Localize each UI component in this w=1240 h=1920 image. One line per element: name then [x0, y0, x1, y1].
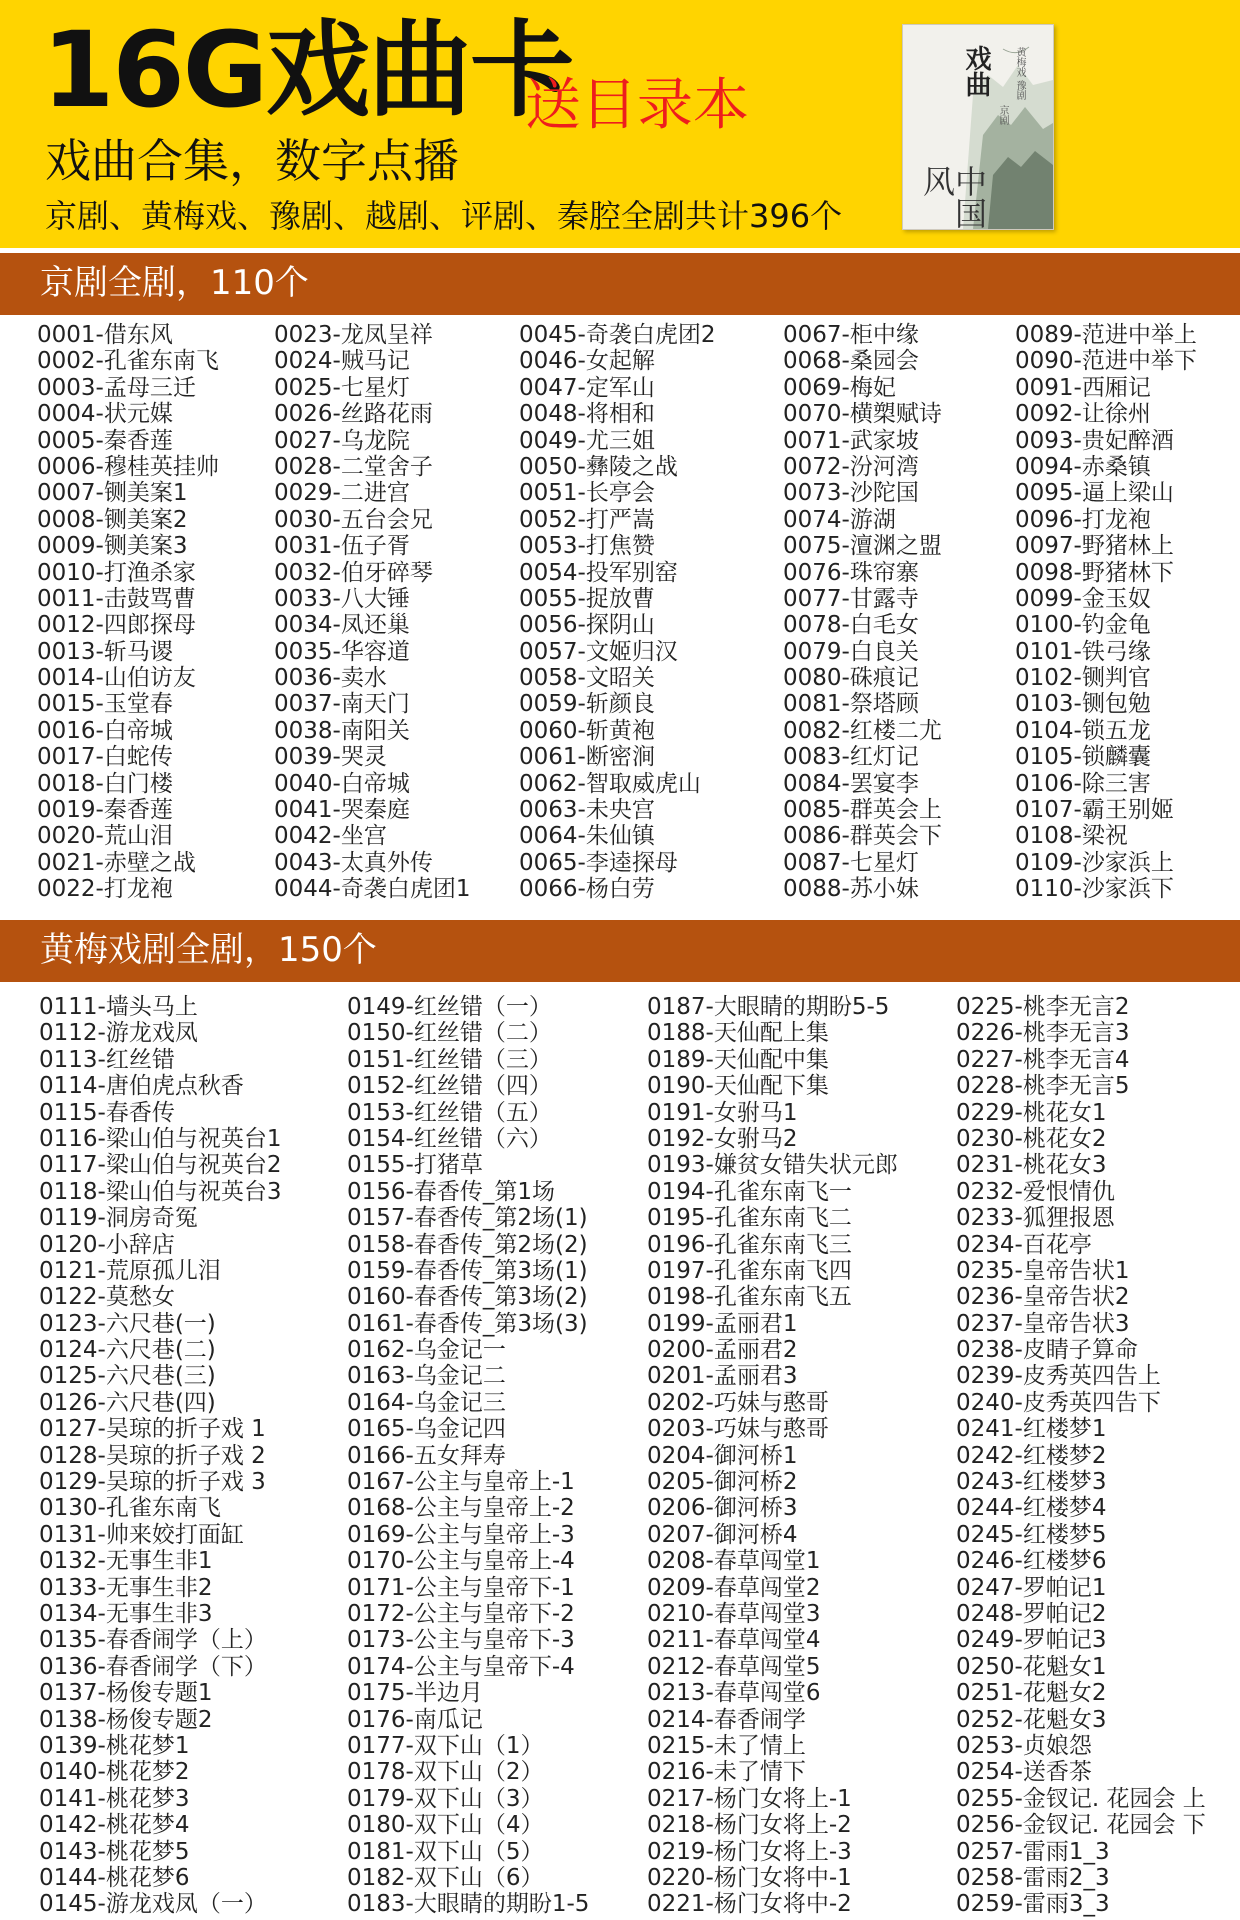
- list-item: 0152-红丝错（四）: [347, 1073, 552, 1100]
- list-item: 0006-穆桂英挂帅: [37, 453, 219, 480]
- list-item: 0243-红楼梦3: [956, 1469, 1107, 1496]
- list-item: 0040-白帝城: [274, 770, 410, 797]
- list-item: 0160-春香传_第3场(2): [347, 1284, 588, 1311]
- list-item: 0090-范进中举下: [1015, 348, 1197, 375]
- list-item: 0155-打猪草: [347, 1152, 483, 1179]
- section-heading: 黄梅戏剧全剧，150个: [40, 930, 377, 970]
- list-item: 0174-公主与皇帝下-4: [347, 1653, 575, 1680]
- list-item: 0205-御河桥2: [647, 1469, 798, 1496]
- list-item: 0237-皇帝告状3: [956, 1310, 1130, 1337]
- list-item: 0122-莫愁女: [39, 1284, 175, 1311]
- huangmei-list: [0, 994, 1240, 1920]
- list-item: 0041-哭秦庭: [274, 797, 410, 824]
- list-item: 0133-无事生非2: [39, 1574, 213, 1601]
- list-item: 0249-罗帕记3: [956, 1627, 1107, 1654]
- list-item: 0183-大眼睛的期盼1-5: [347, 1891, 590, 1918]
- list-item: 0230-桃花女2: [956, 1125, 1107, 1152]
- list-item: 0212-春草闯堂5: [647, 1653, 821, 1680]
- list-item: 0015-玉堂春: [37, 691, 173, 718]
- list-column: [37, 322, 219, 903]
- list-item: 0049-尤三姐: [519, 427, 655, 454]
- list-item: 0101-铁弓缘: [1015, 638, 1151, 665]
- list-item: 0124-六尺巷(二): [39, 1337, 216, 1364]
- list-item: 0089-范进中举上: [1015, 322, 1197, 348]
- list-item: 0169-公主与皇帝上-3: [347, 1521, 575, 1548]
- list-item: 0242-红楼梦2: [956, 1442, 1107, 1469]
- list-item: 0033-八大锤: [274, 585, 410, 612]
- list-item: 0256-金钗记. 花园会 下: [956, 1812, 1206, 1839]
- list-item: 0048-将相和: [519, 401, 655, 428]
- list-item: 0044-奇袭白虎团1: [274, 876, 471, 903]
- list-item: 0173-公主与皇帝下-3: [347, 1627, 575, 1654]
- list-item: 0059-斩颜良: [519, 691, 655, 718]
- list-item: 0064-朱仙镇: [519, 823, 655, 850]
- list-item: 0245-红楼梦5: [956, 1521, 1107, 1548]
- jingju-list: [0, 322, 1240, 908]
- list-item: 0008-铡美案2: [37, 506, 188, 533]
- list-item: 0252-花魁女3: [956, 1706, 1107, 1733]
- list-item: 0056-探阴山: [519, 612, 655, 639]
- list-item: 0046-女起解: [519, 348, 655, 375]
- list-item: 0165-乌金记四: [347, 1416, 506, 1443]
- list-item: 0026-丝路花雨: [274, 401, 433, 428]
- list-item: 0198-孔雀东南飞五: [647, 1284, 852, 1311]
- list-item: 0157-春香传_第2场(1): [347, 1205, 588, 1232]
- list-item: 0232-爱恨情仇: [956, 1178, 1115, 1205]
- list-column: [347, 994, 589, 1918]
- list-item: 0108-梁祝: [1015, 823, 1128, 850]
- list-item: 0017-白蛇传: [37, 744, 173, 771]
- list-item: 0069-梅妃: [783, 374, 896, 401]
- list-item: 0129-吴琼的折子戏 3: [39, 1469, 266, 1496]
- list-item: 0145-游龙戏凤（一）: [39, 1891, 267, 1918]
- list-item: 0030-五台会兄: [274, 506, 433, 533]
- list-item: 0092-让徐州: [1015, 401, 1151, 428]
- cover-calligraphy: 中国风: [918, 165, 988, 229]
- list-item: 0216-未了情下: [647, 1759, 806, 1786]
- list-item: 0231-桃花女3: [956, 1152, 1107, 1179]
- list-item: 0025-七星灯: [274, 374, 410, 401]
- list-item: 0191-女驸马1: [647, 1099, 798, 1126]
- list-item: 0135-春香闹学（上）: [39, 1627, 267, 1654]
- list-item: 0105-锁麟囊: [1015, 744, 1151, 771]
- list-item: 0139-桃花梦1: [39, 1732, 190, 1759]
- list-item: 0158-春香传_第2场(2): [347, 1231, 588, 1258]
- card-title: 16G戏曲卡: [42, 9, 573, 131]
- list-item: 0066-杨白劳: [519, 876, 655, 903]
- list-item: 0229-桃花女1: [956, 1099, 1107, 1126]
- list-item: 0009-铡美案3: [37, 533, 188, 560]
- list-item: 0125-六尺巷(三): [39, 1363, 216, 1390]
- list-item: 0047-定军山: [519, 374, 655, 401]
- list-item: 0241-红楼梦1: [956, 1416, 1107, 1443]
- list-item: 0071-武家坡: [783, 427, 919, 454]
- list-item: 0151-红丝错（三）: [347, 1046, 552, 1073]
- list-item: 0188-天仙配上集: [647, 1020, 829, 1047]
- list-item: 0029-二进宫: [274, 480, 410, 507]
- section-heading: 京剧全剧，110个: [40, 263, 309, 303]
- list-item: 0239-皮秀英四告上: [956, 1363, 1161, 1390]
- list-item: 0207-御河桥4: [647, 1521, 798, 1548]
- list-item: 0127-吴琼的折子戏 1: [39, 1416, 266, 1443]
- section-bar-jingju: [0, 253, 1240, 315]
- list-item: 0221-杨门女将中-2: [647, 1891, 852, 1918]
- list-item: 0131-帅来姣打面缸: [39, 1521, 244, 1548]
- header-banner: [0, 0, 1240, 248]
- list-item: 0063-未央宫: [519, 797, 655, 824]
- list-column: [956, 994, 1206, 1918]
- list-item: 0035-华容道: [274, 638, 410, 665]
- list-item: 0028-二堂舍子: [274, 453, 433, 480]
- list-item: 0209-春草闯堂2: [647, 1574, 821, 1601]
- list-item: 0251-花魁女2: [956, 1680, 1107, 1707]
- list-item: 0032-伯牙碎琴: [274, 559, 433, 586]
- list-item: 0213-春草闯堂6: [647, 1680, 821, 1707]
- list-item: 0062-智取威虎山: [519, 770, 701, 797]
- list-item: 0144-桃花梦6: [39, 1864, 190, 1891]
- list-item: 0176-南瓜记: [347, 1706, 483, 1733]
- list-item: 0085-群英会上: [783, 797, 942, 824]
- list-item: 0217-杨门女将上-1: [647, 1785, 852, 1812]
- list-item: 0199-孟丽君1: [647, 1310, 798, 1337]
- list-item: 0043-太真外传: [274, 849, 433, 876]
- list-item: 0189-天仙配中集: [647, 1046, 829, 1073]
- list-item: 0072-汾河湾: [783, 453, 919, 480]
- list-item: 0086-群英会下: [783, 823, 942, 850]
- list-item: 0244-红楼梦4: [956, 1495, 1107, 1522]
- list-item: 0257-雷雨1_3: [956, 1838, 1110, 1865]
- list-item: 0104-锁五龙: [1015, 717, 1151, 744]
- list-item: 0119-洞房奇冤: [39, 1205, 198, 1232]
- list-item: 0074-游湖: [783, 506, 896, 533]
- list-item: 0236-皇帝告状2: [956, 1284, 1130, 1311]
- list-column: [274, 322, 470, 903]
- list-item: 0170-公主与皇帝上-4: [347, 1548, 575, 1575]
- list-item: 0051-长亭会: [519, 480, 655, 507]
- list-item: 0012-四郎探母: [37, 612, 196, 639]
- list-item: 0016-白帝城: [37, 717, 173, 744]
- list-item: 0167-公主与皇帝上-1: [347, 1469, 575, 1496]
- list-item: 0163-乌金记二: [347, 1363, 506, 1390]
- list-item: 0259-雷雨3_3: [956, 1891, 1110, 1918]
- list-item: 0137-杨俊专题1: [39, 1680, 213, 1707]
- list-item: 0019-秦香莲: [37, 797, 173, 824]
- list-item: 0190-天仙配下集: [647, 1073, 829, 1100]
- list-item: 0177-双下山（1）: [347, 1732, 544, 1759]
- list-item: 0060-斩黄袍: [519, 717, 655, 744]
- list-item: 0246-红楼梦6: [956, 1548, 1107, 1575]
- list-item: 0073-沙陀国: [783, 480, 919, 507]
- list-item: 0161-春香传_第3场(3): [347, 1310, 588, 1337]
- list-item: 0154-红丝错（六）: [347, 1125, 552, 1152]
- list-item: 0210-春草闯堂3: [647, 1600, 821, 1627]
- list-item: 0168-公主与皇帝上-2: [347, 1495, 575, 1522]
- list-item: 0134-无事生非3: [39, 1600, 213, 1627]
- list-item: 0100-钓金龟: [1015, 612, 1151, 639]
- list-item: 0220-杨门女将中-1: [647, 1864, 852, 1891]
- list-item: 0181-双下山（5）: [347, 1838, 544, 1865]
- list-item: 0203-巧妹与憨哥: [647, 1416, 829, 1443]
- list-item: 0150-红丝错（二）: [347, 1020, 552, 1047]
- list-item: 0159-春香传_第3场(1): [347, 1257, 588, 1284]
- list-item: 0034-凤还巢: [274, 612, 410, 639]
- list-item: 0037-南天门: [274, 691, 410, 718]
- list-item: 0053-打焦赞: [519, 533, 655, 560]
- list-column: [1015, 322, 1197, 903]
- list-item: 0075-澶渊之盟: [783, 533, 942, 560]
- list-item: 0138-杨俊专题2: [39, 1706, 213, 1733]
- list-item: 0226-桃李无言3: [956, 1020, 1130, 1047]
- list-column: [39, 994, 281, 1918]
- list-item: 0193-嫌贫女错失状元郎: [647, 1152, 898, 1179]
- list-item: 0070-横槊赋诗: [783, 401, 942, 428]
- list-item: 0004-状元媒: [37, 401, 173, 428]
- list-item: 0116-梁山伯与祝英台1: [39, 1125, 282, 1152]
- list-item: 0140-桃花梦2: [39, 1759, 190, 1786]
- list-item: 0055-捉放曹: [519, 585, 655, 612]
- list-item: 0178-双下山（2）: [347, 1759, 544, 1786]
- list-item: 0136-春香闹学（下）: [39, 1653, 267, 1680]
- list-item: 0214-春香闹学: [647, 1706, 806, 1733]
- list-item: 0023-龙凤呈祥: [274, 322, 433, 348]
- catalog-cover-image: [902, 24, 1054, 230]
- list-item: 0142-桃花梦4: [39, 1812, 190, 1839]
- list-item: 0042-坐宫: [274, 823, 387, 850]
- list-item: 0128-吴琼的折子戏 2: [39, 1442, 266, 1469]
- list-item: 0228-桃李无言5: [956, 1073, 1130, 1100]
- list-item: 0255-金钗记. 花园会 上: [956, 1785, 1206, 1812]
- list-item: 0115-春香传: [39, 1099, 175, 1126]
- list-item: 0202-巧妹与憨哥: [647, 1389, 829, 1416]
- list-item: 0153-红丝错（五）: [347, 1099, 552, 1126]
- gift-label: 送目录本: [525, 73, 749, 138]
- list-item: 0093-贵妃醉酒: [1015, 427, 1174, 454]
- list-item: 0233-狐狸报恩: [956, 1205, 1115, 1232]
- list-item: 0067-柜中缘: [783, 322, 919, 348]
- list-item: 0208-春草闯堂1: [647, 1548, 821, 1575]
- list-item: 0077-甘露寺: [783, 585, 919, 612]
- list-item: 0112-游龙戏凤: [39, 1020, 198, 1047]
- list-item: 0123-六尺巷(一): [39, 1310, 216, 1337]
- list-item: 0110-沙家浜下: [1015, 876, 1174, 903]
- list-item: 0036-卖水: [274, 665, 387, 692]
- list-item: 0234-百花亭: [956, 1231, 1092, 1258]
- list-item: 0211-春草闯堂4: [647, 1627, 821, 1654]
- list-item: 0022-打龙袍: [37, 876, 173, 903]
- list-item: 0094-赤桑镇: [1015, 453, 1151, 480]
- list-item: 0052-打严嵩: [519, 506, 655, 533]
- list-column: [783, 322, 942, 903]
- list-item: 0065-李逵探母: [519, 849, 678, 876]
- list-item: 0076-珠帘寨: [783, 559, 919, 586]
- list-item: 0018-白门楼: [37, 770, 173, 797]
- list-item: 0084-罢宴李: [783, 770, 919, 797]
- list-item: 0081-祭塔顾: [783, 691, 919, 718]
- list-item: 0114-唐伯虎点秋香: [39, 1073, 244, 1100]
- list-item: 0027-乌龙院: [274, 427, 410, 454]
- list-item: 0080-硃痕记: [783, 665, 919, 692]
- list-item: 0126-六尺巷(四): [39, 1389, 216, 1416]
- list-item: 0197-孔雀东南飞四: [647, 1257, 852, 1284]
- list-item: 0156-春香传_第1场: [347, 1178, 555, 1205]
- list-item: 0078-白毛女: [783, 612, 919, 639]
- list-item: 0106-除三害: [1015, 770, 1151, 797]
- list-item: 0002-孔雀东南飞: [37, 348, 219, 375]
- list-item: 0014-山伯访友: [37, 665, 196, 692]
- list-item: 0020-荒山泪: [37, 823, 173, 850]
- list-item: 0200-孟丽君2: [647, 1337, 798, 1364]
- list-item: 0132-无事生非1: [39, 1548, 213, 1575]
- list-item: 0192-女驸马2: [647, 1125, 798, 1152]
- list-item: 0054-投军别窑: [519, 559, 678, 586]
- list-item: 0187-大眼睛的期盼5-5: [647, 994, 890, 1020]
- list-item: 0215-未了情上: [647, 1732, 806, 1759]
- list-item: 0175-半边月: [347, 1680, 483, 1707]
- list-item: 0010-打渔杀家: [37, 559, 196, 586]
- list-item: 0058-文昭关: [519, 665, 655, 692]
- list-item: 0096-打龙袍: [1015, 506, 1151, 533]
- list-item: 0102-铡判官: [1015, 665, 1151, 692]
- list-item: 0182-双下山（6）: [347, 1864, 544, 1891]
- list-item: 0091-西厢记: [1015, 374, 1151, 401]
- list-item: 0141-桃花梦3: [39, 1785, 190, 1812]
- list-item: 0149-红丝错（一）: [347, 994, 552, 1020]
- list-item: 0164-乌金记三: [347, 1389, 506, 1416]
- list-item: 0039-哭灵: [274, 744, 387, 771]
- list-item: 0068-桑园会: [783, 348, 919, 375]
- list-item: 0088-苏小妹: [783, 876, 919, 903]
- list-item: 0099-金玉奴: [1015, 585, 1151, 612]
- list-item: 0095-逼上梁山: [1015, 480, 1174, 507]
- list-item: 0098-野猪林下: [1015, 559, 1174, 586]
- list-item: 0227-桃李无言4: [956, 1046, 1130, 1073]
- list-item: 0087-七星灯: [783, 849, 919, 876]
- list-item: 0003-孟母三迁: [37, 374, 196, 401]
- list-item: 0250-花魁女1: [956, 1653, 1107, 1680]
- list-item: 0180-双下山（4）: [347, 1812, 544, 1839]
- list-item: 0057-文姬归汉: [519, 638, 678, 665]
- list-item: 0218-杨门女将上-2: [647, 1812, 852, 1839]
- list-item: 0120-小辞店: [39, 1231, 175, 1258]
- list-item: 0001-借东风: [37, 322, 173, 348]
- list-item: 0118-梁山伯与祝英台3: [39, 1178, 282, 1205]
- list-item: 0031-伍子胥: [274, 533, 410, 560]
- list-item: 0013-斩马谡: [37, 638, 173, 665]
- list-column: [647, 994, 898, 1918]
- list-item: 0130-孔雀东南飞: [39, 1495, 221, 1522]
- list-item: 0005-秦香莲: [37, 427, 173, 454]
- list-item: 0171-公主与皇帝下-1: [347, 1574, 575, 1601]
- list-item: 0121-荒原孤儿泪: [39, 1257, 221, 1284]
- list-item: 0079-白良关: [783, 638, 919, 665]
- list-item: 0113-红丝错: [39, 1046, 175, 1073]
- cover-small-text-2: 京剧: [997, 105, 1008, 125]
- list-item: 0097-野猪林上: [1015, 533, 1174, 560]
- list-item: 0061-断密涧: [519, 744, 655, 771]
- list-item: 0021-赤壁之战: [37, 849, 196, 876]
- list-item: 0111-墙头马上: [39, 994, 198, 1020]
- list-item: 0117-梁山伯与祝英台2: [39, 1152, 282, 1179]
- list-column: [519, 322, 715, 903]
- list-item: 0195-孔雀东南飞二: [647, 1205, 852, 1232]
- cover-small-text: 黄梅戏 豫剧: [1014, 47, 1025, 101]
- list-item: 0024-贼马记: [274, 348, 410, 375]
- list-item: 0162-乌金记一: [347, 1337, 506, 1364]
- list-item: 0254-送香茶: [956, 1759, 1092, 1786]
- list-item: 0050-彝陵之战: [519, 453, 678, 480]
- list-item: 0196-孔雀东南飞三: [647, 1231, 852, 1258]
- list-item: 0258-雷雨2_3: [956, 1864, 1110, 1891]
- list-item: 0253-贞娘怨: [956, 1732, 1092, 1759]
- list-item: 0083-红灯记: [783, 744, 919, 771]
- list-item: 0247-罗帕记1: [956, 1574, 1107, 1601]
- list-item: 0011-击鼓骂曹: [37, 585, 196, 612]
- list-item: 0219-杨门女将上-3: [647, 1838, 852, 1865]
- list-item: 0172-公主与皇帝下-2: [347, 1600, 575, 1627]
- list-item: 0248-罗帕记2: [956, 1600, 1107, 1627]
- list-item: 0238-皮睛子算命: [956, 1337, 1138, 1364]
- list-item: 0240-皮秀英四告下: [956, 1389, 1161, 1416]
- section-bar-huangmei: [0, 920, 1240, 982]
- list-item: 0201-孟丽君3: [647, 1363, 798, 1390]
- list-item: 0179-双下山（3）: [347, 1785, 544, 1812]
- list-item: 0107-霸王别姬: [1015, 797, 1174, 824]
- list-item: 0109-沙家浜上: [1015, 849, 1174, 876]
- list-item: 0194-孔雀东南飞一: [647, 1178, 852, 1205]
- list-item: 0235-皇帝告状1: [956, 1257, 1130, 1284]
- list-item: 0038-南阳关: [274, 717, 410, 744]
- list-item: 0143-桃花梦5: [39, 1838, 190, 1865]
- list-item: 0007-铡美案1: [37, 480, 188, 507]
- list-item: 0082-红楼二尤: [783, 717, 942, 744]
- list-item: 0206-御河桥3: [647, 1495, 798, 1522]
- list-item: 0166-五女拜寿: [347, 1442, 506, 1469]
- list-item: 0225-桃李无言2: [956, 994, 1130, 1020]
- description: 京剧、黄梅戏、豫剧、越剧、评剧、秦腔全剧共计396个: [45, 197, 843, 235]
- subtitle: 戏曲合集，数字点播: [45, 134, 459, 188]
- cover-title: 戏曲: [961, 45, 991, 97]
- list-item: 0045-奇袭白虎团2: [519, 322, 716, 348]
- list-item: 0204-御河桥1: [647, 1442, 798, 1469]
- list-item: 0103-铡包勉: [1015, 691, 1151, 718]
